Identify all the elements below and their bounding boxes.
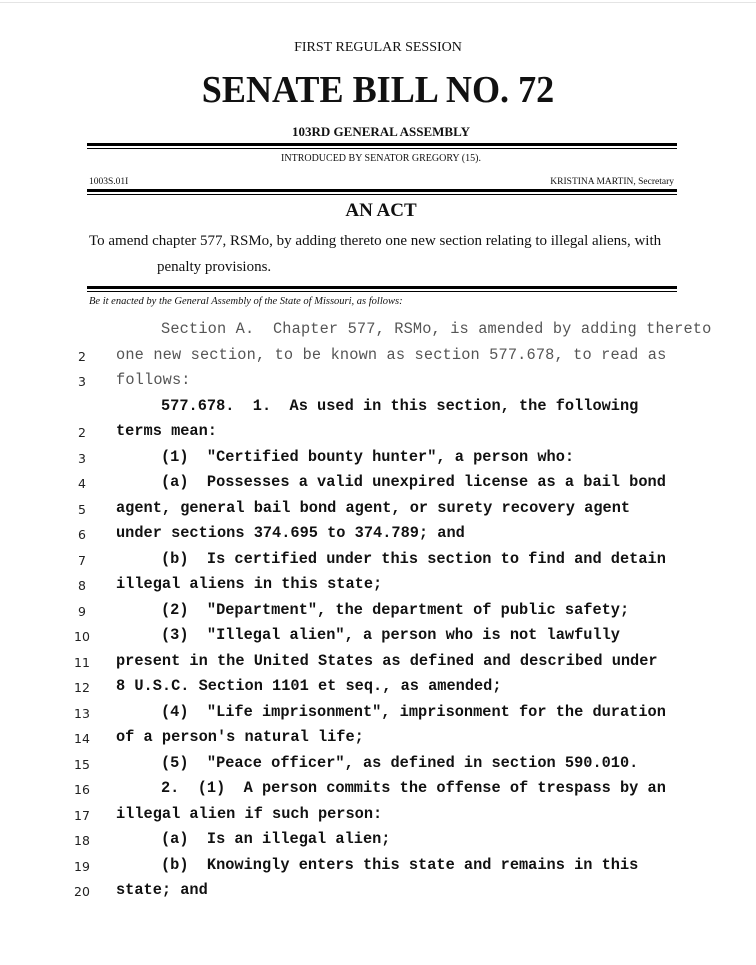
line-number: 18 — [74, 833, 90, 848]
line-number: 3 — [78, 374, 86, 389]
bill-line — [0, 550, 756, 575]
line-number: 5 — [78, 501, 86, 517]
line-number: 15 — [74, 756, 90, 772]
line-text: (a) Is an illegal alien; — [161, 830, 391, 848]
line-number: 7 — [78, 552, 86, 568]
bill-line — [0, 754, 756, 779]
session-label: FIRST REGULAR SESSION — [294, 40, 462, 55]
bill-line — [0, 652, 756, 677]
line-text: state; and — [116, 881, 208, 899]
bill-line — [0, 524, 756, 549]
secretary-label: KRISTINA MARTIN, Secretary — [550, 177, 674, 187]
enacting-clause: Be it enacted by the General Assembly of the State of Missouri, as follows: — [89, 296, 403, 307]
bill-line — [0, 320, 756, 345]
bill-line — [0, 728, 756, 753]
bill-line — [0, 601, 756, 626]
double-rule — [87, 189, 677, 195]
line-number: 8 — [78, 578, 86, 593]
line-text: agent, general bail bond agent, or surety recovery agent — [116, 498, 631, 517]
bill-line — [0, 626, 756, 651]
introduced-by: INTRODUCED BY SENATOR GREGORY (15). — [281, 153, 481, 164]
line-text: 577.678. 1. As used in this section, the following — [161, 396, 639, 415]
line-number: 17 — [74, 807, 90, 823]
line-number: 14 — [74, 731, 90, 746]
bill-line — [0, 346, 756, 371]
line-text: (1) "Certified bounty hunter", a person who: — [161, 447, 575, 466]
line-text: present in the United States as defined and described under — [116, 651, 658, 670]
assembly-label: 103RD GENERAL ASSEMBLY — [292, 124, 470, 139]
line-number: 2 — [78, 425, 86, 440]
line-number: 16 — [74, 782, 90, 797]
line-text: Section A. Chapter 577, RSMo, is amended by adding thereto — [161, 320, 712, 338]
bill-line — [0, 575, 756, 600]
line-number: 9 — [78, 603, 86, 619]
bill-line — [0, 779, 756, 804]
double-rule — [87, 286, 677, 292]
act-heading: AN ACT — [345, 200, 417, 221]
line-text: one new section, to be known as section 577.678, to read as — [116, 345, 667, 364]
line-number: 20 — [74, 884, 90, 899]
line-text: (b) Is certified under this section to find and detain — [161, 549, 666, 568]
line-number: 19 — [74, 858, 90, 874]
line-text: of a person's natural life; — [116, 728, 364, 746]
bill-code: 1003S.01I — [89, 177, 129, 187]
bill-line — [0, 881, 756, 906]
double-rule — [87, 143, 677, 149]
line-number: 6 — [78, 527, 86, 542]
line-text: (3) "Illegal alien", a person who is not lawfully — [161, 626, 620, 644]
bill-line — [0, 805, 756, 830]
bill-title: SENATE BILL NO. 72 — [201, 69, 555, 111]
line-text: under sections 374.695 to 374.789; and — [116, 524, 465, 542]
bill-line — [0, 677, 756, 702]
line-text: terms mean: — [116, 422, 217, 440]
page-top-border — [0, 2, 756, 3]
bill-line — [0, 422, 756, 447]
line-text: (4) "Life imprisonment", imprisonment for the duration — [161, 702, 666, 721]
bill-line — [0, 830, 756, 855]
line-number: 2 — [78, 348, 86, 364]
line-text: (a) Possesses a valid unexpired license as a bail bond — [161, 473, 666, 491]
line-number: 11 — [74, 654, 90, 670]
line-text: 8 U.S.C. Section 1101 et seq., as amended; — [116, 677, 502, 695]
bill-line — [0, 856, 756, 881]
line-number: 12 — [74, 680, 90, 695]
line-text: (5) "Peace officer", as defined in section 590.010. — [161, 753, 639, 772]
line-text: illegal aliens in this state; — [116, 575, 383, 593]
line-number: 4 — [78, 476, 86, 491]
bill-line — [0, 448, 756, 473]
act-summary-line: penalty provisions. — [157, 259, 272, 275]
line-text: (2) "Department", the department of public safety; — [161, 600, 630, 619]
line-text: illegal alien if such person: — [116, 804, 383, 823]
act-summary-line: To amend chapter 577, RSMo, by adding thereto one new section relating to illegal aliens, with — [89, 233, 662, 249]
line-text: 2. (1) A person commits the offense of trespass by an — [161, 779, 666, 797]
bill-line — [0, 371, 756, 396]
bill-line — [0, 703, 756, 728]
line-number: 3 — [78, 450, 86, 466]
bill-line — [0, 397, 756, 422]
line-text: (b) Knowingly enters this state and remains in this — [161, 855, 639, 874]
line-number: 10 — [74, 629, 90, 644]
bill-line — [0, 499, 756, 524]
line-number: 13 — [74, 705, 90, 721]
bill-line — [0, 473, 756, 498]
line-text: follows: — [116, 371, 191, 389]
